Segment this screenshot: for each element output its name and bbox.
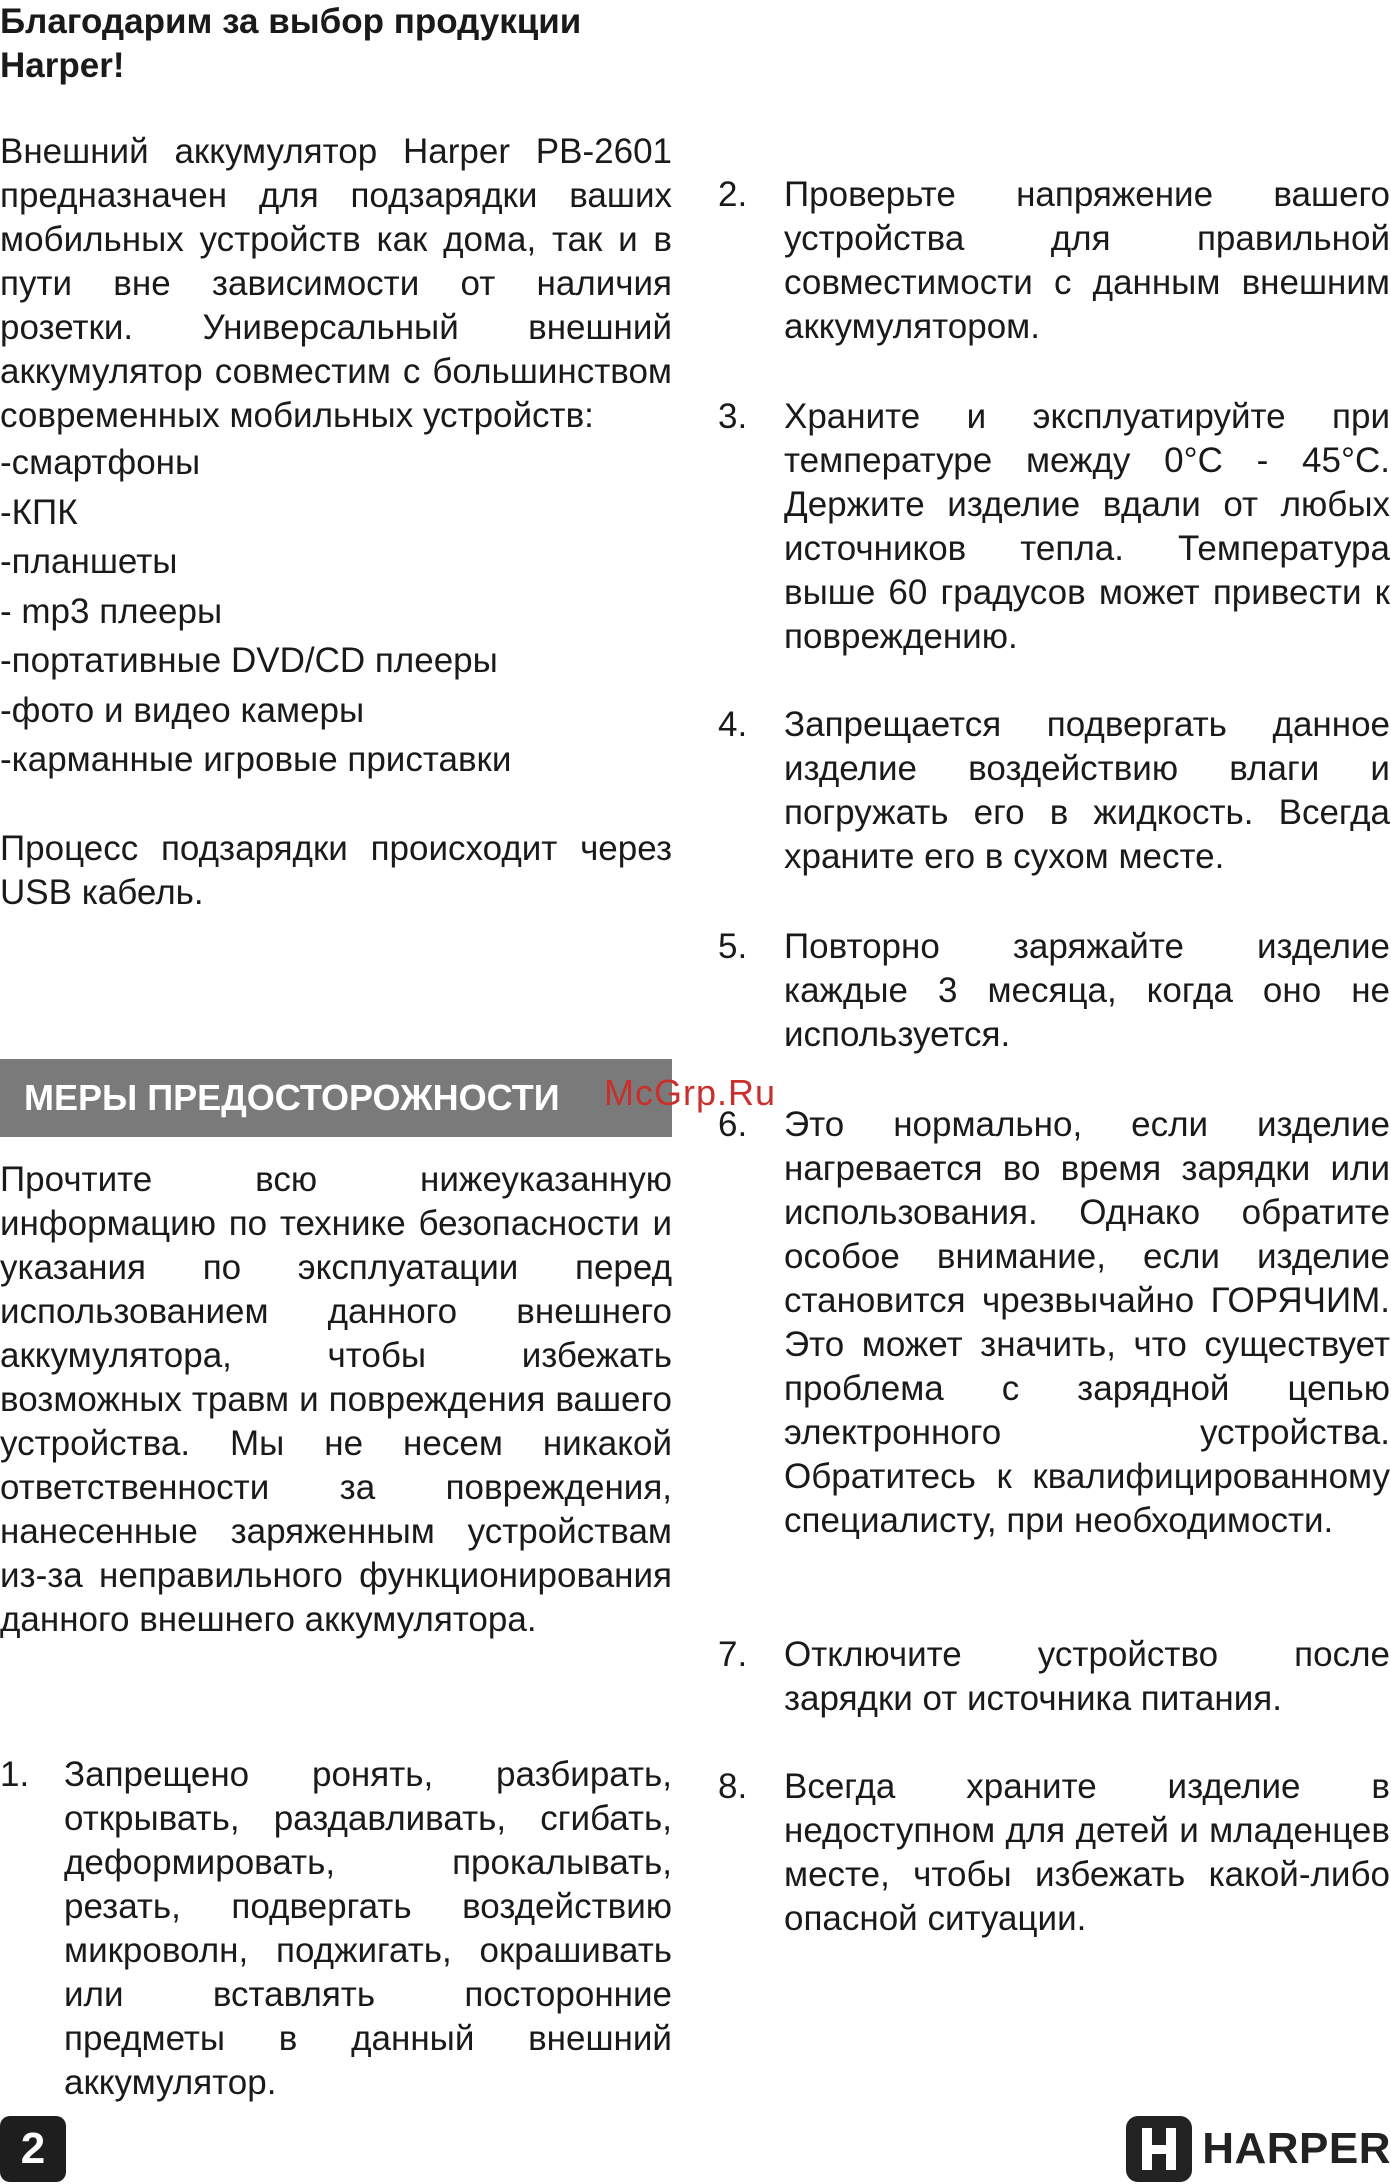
rule-item-5	[718, 925, 1390, 1057]
page-title: Благодарим за выбор продукции Harper!	[0, 2, 582, 85]
rule-number: 7.	[718, 1635, 748, 1674]
list-item: -портативные DVD/CD плееры	[0, 641, 498, 680]
rule-number: 4.	[718, 705, 748, 744]
rule-text: Это нормально, если изделие нагревается во время зарядки или использования. Однако обратите особое внимание, если изделие становится чрезвычайно ГОРЯЧИМ. Это может значить, что существует проблема с зарядной цепью электронного устройства. Обратитесь к квалифицированному специалисту, при необходимости.	[784, 1105, 1390, 1540]
intro-paragraph: Внешний аккумулятор Harper PB-2601 предназначен для подзарядки ваших мобильных устройств как дома, так и в пути вне зависимости от наличия розетки. Универсальный внешний аккумулятор совместим с большинством современных мобильных устройств:	[0, 132, 672, 435]
section-heading-precautions: МЕРЫ ПРЕДОСТОРОЖНОСТИ	[0, 1059, 672, 1137]
rule-number: 2.	[718, 175, 748, 214]
warning-paragraph: Прочтите всю нижеуказанную информацию по технике безопасности и указания по эксплуатации перед использованием данного внешнего аккумулятора, чтобы избежать возможных травм и повреждения вашего устройства. Мы не несем никакой ответственности за повреждения, нанесенные заряженным устройствам из-за неправильного функционирования данного внешнего аккумулятора.	[0, 1160, 672, 1639]
rule-number: 3.	[718, 397, 748, 436]
rule-item-7	[718, 1633, 1390, 1721]
rule-number: 1.	[0, 1755, 30, 1794]
rule-number: 5.	[718, 927, 748, 966]
brand-logo	[1126, 2116, 1391, 2182]
list-item: -смартфоны	[0, 443, 201, 482]
rule-item-4	[718, 703, 1390, 879]
watermark-text: McGrp.Ru	[604, 1072, 777, 1113]
list-item: - mp3 плееры	[0, 591, 223, 631]
left-column	[0, 0, 672, 915]
brand-name: HARPER	[1202, 2124, 1391, 2173]
rule-text: Проверьте напряжение вашего устройства для правильной совместимости с данным внешним аккумулятором.	[784, 175, 1390, 346]
list-item: -фото и видео камеры	[0, 690, 365, 730]
rule-item-6	[718, 1103, 1390, 1543]
rule-text: Повторно заряжайте изделие каждые 3 месяца, когда оно не используется.	[784, 927, 1390, 1054]
rule-item-1	[0, 1753, 672, 2105]
list-item: -планшеты	[0, 542, 178, 581]
device-list	[0, 438, 672, 785]
rule-text: Храните и эксплуатируйте при температуре между 0°C - 45°C. Держите изделие вдали от любых источников тепла. Температура выше 60 градусов может привести к повреждению.	[784, 397, 1390, 656]
process-paragraph: Процесс подзарядки происходит через USB кабель.	[0, 828, 672, 912]
list-item: -карманные игровые приставки	[0, 740, 512, 779]
harper-h-icon	[1126, 2116, 1192, 2182]
page-number-badge: 2	[0, 2116, 66, 2182]
rule-item-2	[718, 173, 1390, 349]
list-item: -КПК	[0, 492, 78, 532]
rule-text: Отключите устройство после зарядки от источника питания.	[784, 1635, 1390, 1718]
rule-item-8	[718, 1765, 1390, 1941]
rule-number: 8.	[718, 1767, 748, 1806]
rule-text: Всегда храните изделие в недоступном для детей и младенцев месте, чтобы избежать какой-либо опасной ситуации.	[784, 1767, 1390, 1938]
rule-item-3	[718, 395, 1390, 659]
rule-text: Запрещается подвергать данное изделие воздействию влаги и погружать его в жидкость. Всегда храните его в сухом месте.	[784, 705, 1390, 876]
rule-text: Запрещено ронять, разбирать, открывать, раздавливать, сгибать, деформировать, прокалывать, резать, подвергать воздействию микроволн, поджигать, окрашивать или вставлять посторонние предметы в данный внешний аккумулятор.	[64, 1755, 672, 2102]
rule-number: 6.	[718, 1105, 748, 1144]
